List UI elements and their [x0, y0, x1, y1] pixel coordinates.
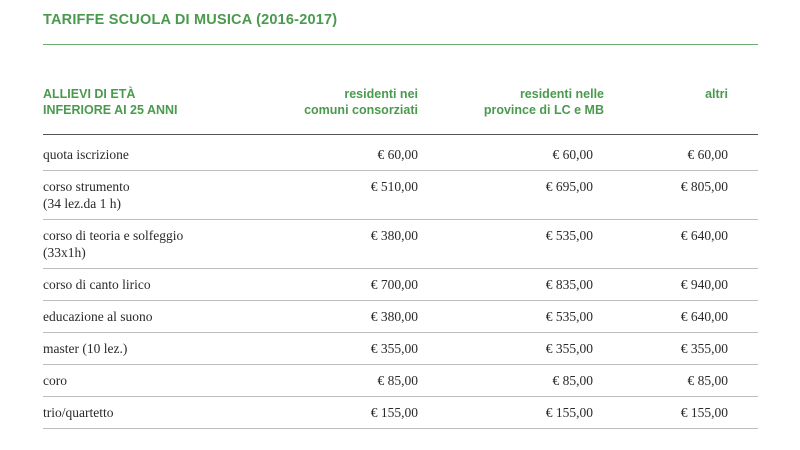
price-altri: € 940,00	[618, 269, 758, 301]
row-label-note: (34 lez.da 1 h)	[43, 196, 121, 211]
price-residenti-province: € 355,00	[448, 333, 618, 365]
price-residenti-comuni: € 355,00	[248, 333, 448, 365]
price-residenti-comuni: € 510,00	[248, 171, 448, 220]
price-altri: € 640,00	[618, 301, 758, 333]
price-residenti-province: € 835,00	[448, 269, 618, 301]
row-label	[43, 269, 248, 301]
price-residenti-comuni: € 380,00	[248, 301, 448, 333]
header-line: residenti nei	[344, 87, 418, 101]
price-altri: € 355,00	[618, 333, 758, 365]
table-row	[43, 220, 758, 269]
price-residenti-comuni: € 60,00	[248, 135, 448, 171]
table-row	[43, 171, 758, 220]
header-residenti-province	[448, 84, 618, 135]
table-row	[43, 333, 758, 365]
price-altri: € 60,00	[618, 135, 758, 171]
header-age-group	[43, 84, 248, 135]
header-line: residenti nelle	[519, 87, 604, 101]
price-residenti-comuni: € 700,00	[248, 269, 448, 301]
row-label-text: quota iscrizione	[43, 147, 129, 162]
row-label	[43, 301, 248, 333]
row-label	[43, 397, 248, 429]
table-row	[43, 269, 758, 301]
price-altri: € 85,00	[618, 365, 758, 397]
row-label	[43, 365, 248, 397]
price-residenti-province: € 695,00	[448, 171, 618, 220]
row-label	[43, 171, 248, 220]
price-residenti-comuni: € 155,00	[248, 397, 448, 429]
header-line: province di LC e MB	[483, 103, 604, 117]
row-label-text: educazione al suono	[43, 309, 153, 324]
row-label	[43, 333, 248, 365]
price-residenti-comuni: € 85,00	[248, 365, 448, 397]
price-residenti-province: € 535,00	[448, 220, 618, 269]
row-label-text: trio/quartetto	[43, 405, 114, 420]
header-line: INFERIORE AI 25 ANNI	[43, 103, 178, 117]
row-label-text: master (10 lez.)	[43, 341, 128, 356]
row-label	[43, 135, 248, 171]
table-row	[43, 135, 758, 171]
row-label-note: (33x1h)	[43, 245, 86, 260]
table-row	[43, 397, 758, 429]
price-residenti-province: € 155,00	[448, 397, 618, 429]
tariffe-table	[43, 84, 758, 429]
price-residenti-comuni: € 380,00	[248, 220, 448, 269]
price-altri: € 155,00	[618, 397, 758, 429]
header-line: comuni consorziati	[304, 103, 418, 117]
header-altri	[618, 84, 758, 135]
header-line: ALLIEVI DI ETÀ	[43, 87, 136, 101]
row-label-text: corso di canto lirico	[43, 277, 151, 292]
table-header-row	[43, 84, 758, 135]
price-altri: € 640,00	[618, 220, 758, 269]
price-altri: € 805,00	[618, 171, 758, 220]
price-residenti-province: € 85,00	[448, 365, 618, 397]
title-divider	[43, 44, 758, 45]
price-residenti-province: € 60,00	[448, 135, 618, 171]
table-row	[43, 365, 758, 397]
row-label-text: corso strumento	[43, 179, 130, 194]
header-residenti-comuni	[248, 84, 448, 135]
header-line: altri	[705, 87, 728, 101]
table-row	[43, 301, 758, 333]
row-label	[43, 220, 248, 269]
price-residenti-province: € 535,00	[448, 301, 618, 333]
row-label-text: coro	[43, 373, 67, 388]
row-label-text: corso di teoria e solfeggio	[43, 228, 184, 243]
page-title: TARIFFE SCUOLA DI MUSICA (2016-2017)	[43, 12, 338, 28]
